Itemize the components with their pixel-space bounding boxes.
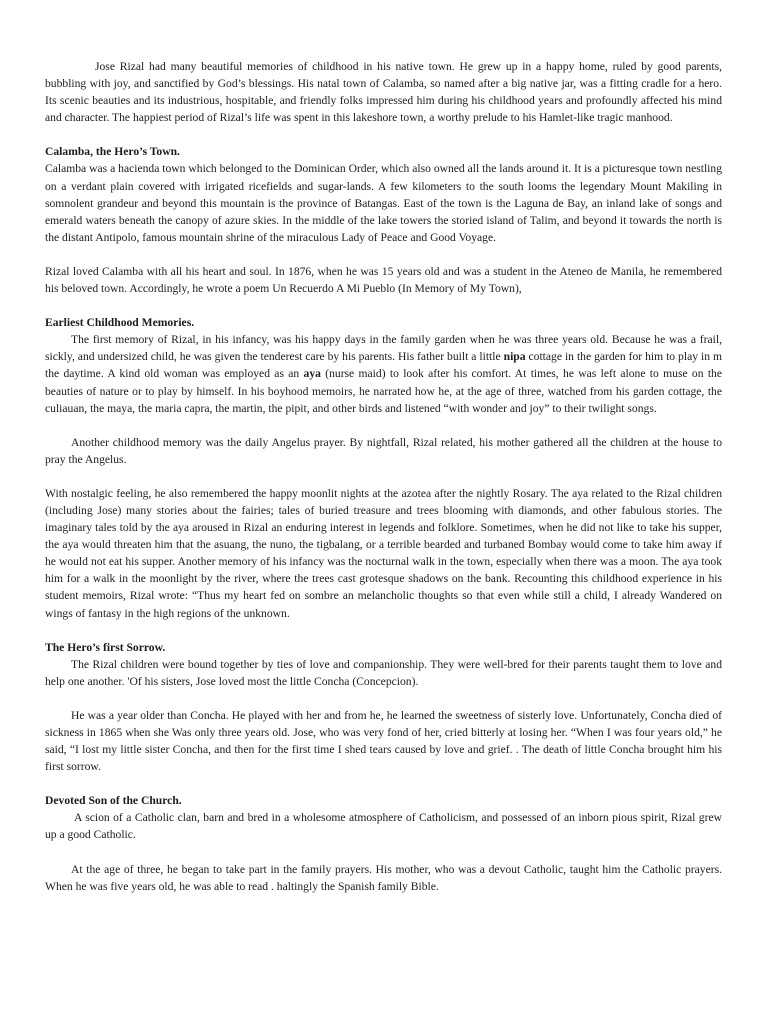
church-paragraph-1: A scion of a Catholic clan, barn and bred in a wholesome atmosphere of Catholicism, and possessed of an inborn pious spirit, Rizal grew up a good Catholic. — [45, 811, 722, 842]
spacer — [45, 844, 722, 861]
intro-paragraph: Jose Rizal had many beautiful memories of childhood in his native town. He grew up in a happy home, ruled by good parents, bubbling with joy, and sanctified by God’s blessings. His natal town of Calamba, so named after a big native jar, was a fitting cradle for a hero. Its scenic beauties and its industrious, hospitable, and friendly folks impressed him during his childhood years and profoundly affected his mind and character. The happiest period of Rizal’s life was spent in this lakeshore town, a worthy prelude to his Hamlet-like tragic manhood. — [45, 60, 722, 125]
spacer — [45, 126, 722, 143]
spacer — [45, 246, 722, 263]
spacer — [45, 690, 722, 707]
document-page — [45, 58, 722, 895]
childhood-paragraph-1 — [45, 331, 722, 416]
church-paragraph-2: At the age of three, he began to take part in the family prayers. His mother, who was a devout Catholic, taught him the Catholic prayers. When he was five years old, he was able to read . haltingly the Spanish family Bible. — [45, 862, 722, 893]
spacer — [45, 468, 722, 485]
sorrow-paragraph-1: The Rizal children were bound together by ties of love and companionship. They were well-bred for their parents taught them to love and help one another. 'Of his sisters, Jose loved most the little Concha (Concepcion). — [45, 657, 722, 688]
aya-term: aya — [303, 367, 321, 381]
section-heading-calamba: Calamba, the Hero’s Town. — [45, 145, 180, 159]
sorrow-paragraph-2: He was a year older than Concha. He played with her and from he, he learned the sweetness of sisterly love. Unfortunately, Concha died of sickness in 1865 when she Was only three years old. Jose, who was very fond of her, cried bitterly at losing her. “When I was four years old,” he said, “I lost my little sister Concha, and then for the first time I shed tears caused by love and grief. . The death of little Concha brought him his first sorrow. — [45, 708, 722, 774]
nipa-term: nipa — [503, 350, 526, 364]
spacer — [45, 417, 722, 434]
calamba-paragraph-2: Rizal loved Calamba with all his heart and soul. In 1876, when he was 15 years old and was a student in the Ateneo de Manila, he remembered his beloved town. Accordingly, he wrote a poem Un Recuerdo A Mi Pueblo (In Memory of My Town), — [45, 264, 722, 296]
section-heading-church: Devoted Son of the Church. — [45, 794, 182, 808]
spacer — [45, 775, 722, 792]
spacer — [45, 297, 722, 314]
section-heading-sorrow: The Hero’s first Sorrow. — [45, 640, 166, 654]
childhood-paragraph-2: Another childhood memory was the daily Angelus prayer. By nightfall, Rizal related, his mother gathered all the children at the house to pray the Angelus. — [45, 435, 722, 466]
childhood-p1-text-b: cottage in the garden for him to play in m the daytime. A kind old woman was employed as an — [45, 350, 722, 381]
calamba-paragraph-1: Calamba was a hacienda town which belonged to the Dominican Order, which also owned all the lands around it. It is a picturesque town nestling on a verdant plain covered with irrigated ricefields and sugar-lands. A few kilometers to the south looms the legendary Mount Makiling in somnolent grandeur and beyond this mountain is the province of Batangas. East of the town is the Laguna de Bay, an inland lake of songs and emerald waters beneath the canopy of azure skies. In the middle of the lake towers the storied island of Talim, and beyond it towards the north is the distant Antipolo, famous mountain shrine of the miraculous Lady of Peace and Good Voyage. — [45, 162, 722, 244]
childhood-p1-text-a: The first memory of Rizal, in his infancy, was his happy days in the family garden when he was three years old. Because he was a frail, sickly, and undersized child, he was given the tenderest care by his parents. His father built a little — [45, 333, 722, 364]
childhood-paragraph-3: With nostalgic feeling, he also remembered the happy moonlit nights at the azotea after the nightly Rosary. The aya related to the Rizal children (including Jose) many stories about the fairies; tales of buried treasure and trees blooming with diamonds, and other fabulous stories. The imaginary tales told by the aya aroused in Rizal an enduring interest in legends and folklore. Sometimes, when he did not like to take his supper, the aya would threaten him that the asuang, the nuno, the tigbalang, or a terrible bearded and turbaned Bombay would come to take him away if he would not eat his supper. Another memory of his infancy was the nocturnal walk in the town, especially when there was a moon. The aya took him for a walk in the moonlight by the river, where the trees cast grotesque shadows on the bank. Recounting this childhood experience in his student memoirs, Rizal wrote: “Thus my heart fed on sombre an melancholic thoughts so that even while still a child, I already Wandered on wings of fantasy in the high regions of the unknown. — [45, 486, 722, 620]
section-heading-childhood: Earliest Childhood Memories. — [45, 316, 195, 330]
childhood-p1-text-c: (nurse maid) to look after his comfort. At times, he was left alone to muse on the beauties of nature or to play by himself. In his boyhood memoirs, he narrated how he, at the age of three, watched from his garden cottage, the culiauan, the maya, the maria capra, the martin, the pipit, and other birds and listened “with wonder and joy” to their twilight songs. — [45, 367, 722, 415]
spacer — [45, 622, 722, 639]
